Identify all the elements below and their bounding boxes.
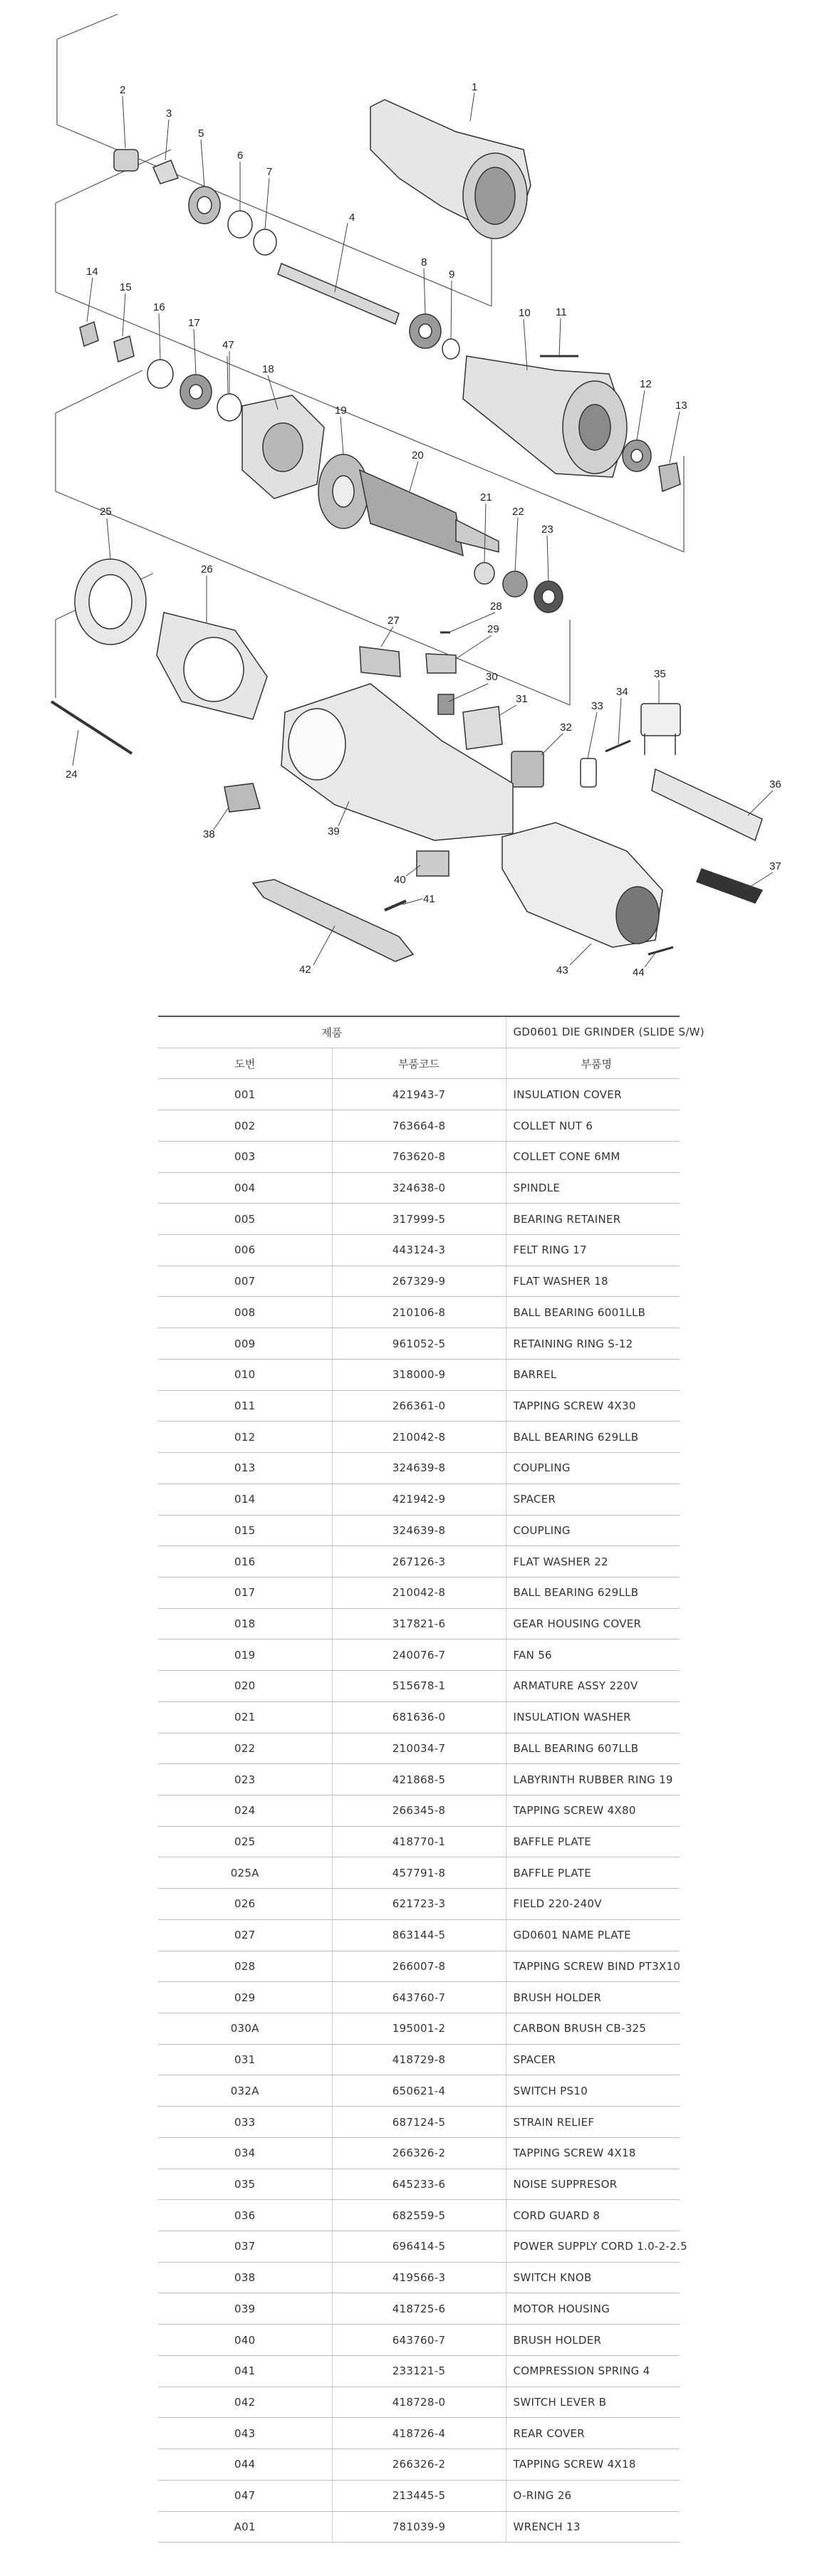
- table-row: [158, 2325, 680, 2356]
- exploded-parts-diagram: [0, 0, 837, 1011]
- part-no-cell: 038: [158, 2262, 332, 2293]
- part-no-cell: 041: [158, 2355, 332, 2387]
- part-code-cell: 681636-0: [332, 1701, 506, 1733]
- part-no-cell: 042: [158, 2387, 332, 2418]
- part-no-cell: 005: [158, 1204, 332, 1235]
- callout-42: 42: [299, 964, 311, 976]
- part-no-cell: 004: [158, 1172, 332, 1204]
- part-name-cell: BALL BEARING 629LLB: [506, 1577, 680, 1608]
- part-no-cell: 047: [158, 2480, 332, 2511]
- table-row: [158, 1671, 680, 1702]
- part-name-cell: FAN 56: [506, 1639, 680, 1671]
- callout-12: 12: [640, 378, 652, 390]
- part-name-cell: BARREL: [506, 1359, 680, 1390]
- part-no-cell: 020: [158, 1671, 332, 1702]
- part-name-cell: COLLET CONE 6MM: [506, 1141, 680, 1172]
- part-no-cell: 023: [158, 1764, 332, 1795]
- part-name-cell: SPACER: [506, 2044, 680, 2075]
- part-no-cell: 007: [158, 1266, 332, 1297]
- callout-4: 4: [349, 212, 355, 224]
- part-code-cell: 210106-8: [332, 1297, 506, 1328]
- part-name-cell: BAFFLE PLATE: [506, 1857, 680, 1889]
- part-name-cell: LABYRINTH RUBBER RING 19: [506, 1764, 680, 1795]
- header-part-no: 도번: [158, 1048, 332, 1079]
- part-code-cell: 324639-8: [332, 1515, 506, 1546]
- table-row: [158, 2418, 680, 2449]
- part-no-cell: 033: [158, 2107, 332, 2138]
- callout-20: 20: [412, 449, 424, 462]
- header-part-name: 부품명: [506, 1048, 680, 1079]
- part-name-cell: TAPPING SCREW 4X30: [506, 1390, 680, 1422]
- table-row: [158, 1110, 680, 1142]
- table-row: [158, 1608, 680, 1639]
- part-name-cell: TAPPING SCREW 4X80: [506, 1795, 680, 1826]
- table-row: [158, 2387, 680, 2418]
- part-code-cell: 317821-6: [332, 1608, 506, 1639]
- callout-35: 35: [654, 668, 666, 680]
- callout-16: 16: [153, 301, 165, 313]
- part-no-cell: 044: [158, 2449, 332, 2481]
- table-row: [158, 2107, 680, 2138]
- callout-44: 44: [633, 966, 645, 979]
- callout-38: 38: [203, 828, 215, 840]
- part-no-cell: 021: [158, 1701, 332, 1733]
- callout-40: 40: [394, 874, 406, 886]
- part-name-cell: CARBON BRUSH CB-325: [506, 2013, 680, 2045]
- header-part-code: 부품코드: [332, 1048, 506, 1079]
- table-row: [158, 1577, 680, 1608]
- part-code-cell: 324639-8: [332, 1453, 506, 1484]
- part-shapes: [51, 100, 762, 961]
- part-name-cell: FLAT WASHER 18: [506, 1266, 680, 1297]
- part-code-cell: 324638-0: [332, 1172, 506, 1204]
- product-value: GD0601 DIE GRINDER (SLIDE S/W): [506, 1016, 680, 1048]
- part-code-cell: 515678-1: [332, 1671, 506, 1702]
- callout-2: 2: [120, 84, 126, 96]
- table-row: [158, 2293, 680, 2325]
- table-row: [158, 1328, 680, 1360]
- part-name-cell: SWITCH KNOB: [506, 2262, 680, 2293]
- callout-25: 25: [100, 506, 112, 518]
- callout-28: 28: [490, 600, 502, 612]
- part-code-cell: 650621-4: [332, 2075, 506, 2107]
- part-code-cell: 418770-1: [332, 1826, 506, 1857]
- callout-17: 17: [188, 317, 200, 329]
- callout-13: 13: [675, 400, 687, 412]
- part-code-cell: 682559-5: [332, 2200, 506, 2231]
- part-no-cell: 016: [158, 1546, 332, 1578]
- part-name-cell: SWITCH PS10: [506, 2075, 680, 2107]
- callout-10: 10: [519, 307, 531, 319]
- table-row: [158, 1453, 680, 1484]
- table-row: [158, 1733, 680, 1764]
- part-no-cell: 034: [158, 2137, 332, 2169]
- part-no-cell: 019: [158, 1639, 332, 1671]
- table-row: [158, 1297, 680, 1328]
- part-name-cell: WRENCH 13: [506, 2511, 680, 2543]
- table-row: [158, 2511, 680, 2543]
- part-name-cell: BALL BEARING 607LLB: [506, 1733, 680, 1764]
- part-no-cell: 012: [158, 1422, 332, 1453]
- callout-27: 27: [388, 615, 400, 627]
- part-no-cell: 028: [158, 1951, 332, 1982]
- callout-39: 39: [328, 825, 340, 838]
- part-name-cell: INSULATION COVER: [506, 1079, 680, 1110]
- table-row: [158, 1359, 680, 1390]
- part-no-cell: 036: [158, 2200, 332, 2231]
- part-code-cell: 421942-9: [332, 1483, 506, 1515]
- table-row: [158, 1515, 680, 1546]
- part-no-cell: 006: [158, 1235, 332, 1266]
- table-row: [158, 2231, 680, 2263]
- callout-47: 47: [222, 339, 234, 351]
- part-code-cell: 643760-7: [332, 1982, 506, 2013]
- part-name-cell: COMPRESSION SPRING 4: [506, 2355, 680, 2387]
- table-row: [158, 1982, 680, 2013]
- callout-22: 22: [512, 506, 524, 518]
- part-no-cell: 013: [158, 1453, 332, 1484]
- part-code-cell: 457791-8: [332, 1857, 506, 1889]
- part-no-cell: 002: [158, 1110, 332, 1142]
- callout-24: 24: [66, 768, 78, 781]
- callout-1: 1: [472, 81, 478, 93]
- part-name-cell: FLAT WASHER 22: [506, 1546, 680, 1578]
- table-row: [158, 1857, 680, 1889]
- part-code-cell: 621723-3: [332, 1889, 506, 1920]
- part-no-cell: 003: [158, 1141, 332, 1172]
- table-row: [158, 1235, 680, 1266]
- part-no-cell: 011: [158, 1390, 332, 1422]
- callout-36: 36: [769, 778, 781, 791]
- part-code-cell: 645233-6: [332, 2169, 506, 2200]
- table-row: [158, 2044, 680, 2075]
- part-no-cell: 018: [158, 1608, 332, 1639]
- table-row: [158, 1390, 680, 1422]
- part-name-cell: FELT RING 17: [506, 1235, 680, 1266]
- part-name-cell: STRAIN RELIEF: [506, 2107, 680, 2138]
- part-code-cell: 696414-5: [332, 2231, 506, 2263]
- part-name-cell: SWITCH LEVER B: [506, 2387, 680, 2418]
- callout-29: 29: [487, 623, 499, 635]
- part-code-cell: 266361-0: [332, 1390, 506, 1422]
- part-name-cell: INSULATION WASHER: [506, 1701, 680, 1733]
- callout-34: 34: [616, 686, 628, 698]
- parts-list-table: [158, 1016, 705, 2543]
- part-code-cell: 421943-7: [332, 1079, 506, 1110]
- part-name-cell: ARMATURE ASSY 220V: [506, 1671, 680, 1702]
- table-row: [158, 1422, 680, 1453]
- callout-37: 37: [769, 860, 781, 872]
- table-row: [158, 1951, 680, 1982]
- part-no-cell: 043: [158, 2418, 332, 2449]
- part-no-cell: 010: [158, 1359, 332, 1390]
- part-code-cell: 763620-8: [332, 1141, 506, 1172]
- table-row: [158, 1079, 680, 1110]
- callout-32: 32: [560, 721, 572, 734]
- part-code-cell: 266326-2: [332, 2449, 506, 2481]
- part-no-cell: 027: [158, 1919, 332, 1951]
- callout-15: 15: [120, 281, 132, 293]
- callout-23: 23: [541, 523, 553, 536]
- callout-33: 33: [591, 700, 603, 712]
- callout-3: 3: [166, 108, 172, 120]
- callout-31: 31: [516, 693, 528, 705]
- part-name-cell: COUPLING: [506, 1453, 680, 1484]
- table-row: [158, 2200, 680, 2231]
- part-no-cell: 040: [158, 2325, 332, 2356]
- part-code-cell: 418726-4: [332, 2418, 506, 2449]
- callout-43: 43: [556, 964, 568, 976]
- part-name-cell: FIELD 220-240V: [506, 1889, 680, 1920]
- callout-41: 41: [423, 893, 435, 905]
- callout-18: 18: [262, 363, 274, 375]
- part-name-cell: TAPPING SCREW BIND PT3X10: [506, 1951, 680, 1982]
- part-no-cell: 025A: [158, 1857, 332, 1889]
- callout-11: 11: [556, 306, 567, 318]
- part-code-cell: 240076-7: [332, 1639, 506, 1671]
- product-row: [158, 1016, 680, 1048]
- table-row: [158, 1141, 680, 1172]
- part-name-cell: SPINDLE: [506, 1172, 680, 1204]
- table-row: [158, 1919, 680, 1951]
- callout-14: 14: [86, 266, 98, 278]
- part-code-cell: 418729-8: [332, 2044, 506, 2075]
- table-row: [158, 2169, 680, 2200]
- part-name-cell: GEAR HOUSING COVER: [506, 1608, 680, 1639]
- table-row: [158, 1546, 680, 1578]
- table-row: [158, 1701, 680, 1733]
- part-no-cell: 014: [158, 1483, 332, 1515]
- part-no-cell: 037: [158, 2231, 332, 2263]
- part-code-cell: 643760-7: [332, 2325, 506, 2356]
- part-no-cell: 032A: [158, 2075, 332, 2107]
- part-name-cell: BEARING RETAINER: [506, 1204, 680, 1235]
- part-no-cell: 001: [158, 1079, 332, 1110]
- table-row: [158, 1204, 680, 1235]
- part-no-cell: 035: [158, 2169, 332, 2200]
- part-code-cell: 421868-5: [332, 1764, 506, 1795]
- part-name-cell: SPACER: [506, 1483, 680, 1515]
- callout-6: 6: [237, 150, 244, 162]
- part-no-cell: 025: [158, 1826, 332, 1857]
- part-name-cell: TAPPING SCREW 4X18: [506, 2137, 680, 2169]
- callout-7: 7: [266, 166, 273, 178]
- table-row: [158, 2480, 680, 2511]
- part-name-cell: CORD GUARD 8: [506, 2200, 680, 2231]
- part-no-cell: 029: [158, 1982, 332, 2013]
- part-name-cell: BAFFLE PLATE: [506, 1826, 680, 1857]
- part-no-cell: 008: [158, 1297, 332, 1328]
- part-no-cell: A01: [158, 2511, 332, 2543]
- table-row: [158, 1266, 680, 1297]
- part-name-cell: O-RING 26: [506, 2480, 680, 2511]
- table-row: [158, 1889, 680, 1920]
- table-row: [158, 1795, 680, 1826]
- table-row: [158, 1639, 680, 1671]
- part-name-cell: BALL BEARING 6001LLB: [506, 1297, 680, 1328]
- part-no-cell: 030A: [158, 2013, 332, 2045]
- table-row: [158, 1764, 680, 1795]
- table-row: [158, 1826, 680, 1857]
- part-code-cell: 233121-5: [332, 2355, 506, 2387]
- table-row: [158, 1172, 680, 1204]
- part-code-cell: 210042-8: [332, 1422, 506, 1453]
- callout-19: 19: [335, 405, 347, 417]
- part-code-cell: 781039-9: [332, 2511, 506, 2543]
- part-code-cell: 195001-2: [332, 2013, 506, 2045]
- part-code-cell: 763664-8: [332, 1110, 506, 1142]
- part-name-cell: BRUSH HOLDER: [506, 1982, 680, 2013]
- callout-26: 26: [201, 563, 213, 575]
- part-code-cell: 443124-3: [332, 1235, 506, 1266]
- part-code-cell: 266345-8: [332, 1795, 506, 1826]
- part-code-cell: 317999-5: [332, 1204, 506, 1235]
- part-name-cell: BRUSH HOLDER: [506, 2325, 680, 2356]
- part-name-cell: RETAINING RING S-12: [506, 1328, 680, 1360]
- table-row: [158, 2449, 680, 2481]
- callout-21: 21: [480, 491, 492, 504]
- part-name-cell: REAR COVER: [506, 2418, 680, 2449]
- part-name-cell: MOTOR HOUSING: [506, 2293, 680, 2325]
- part-code-cell: 210034-7: [332, 1733, 506, 1764]
- table-row: [158, 2075, 680, 2107]
- panel-guide-lines: [56, 14, 684, 705]
- part-code-cell: 687124-5: [332, 2107, 506, 2138]
- part-code-cell: 418725-6: [332, 2293, 506, 2325]
- callout-5: 5: [198, 127, 204, 140]
- product-label: 제품: [158, 1016, 506, 1048]
- part-no-cell: 026: [158, 1889, 332, 1920]
- part-code-cell: 418728-0: [332, 2387, 506, 2418]
- part-code-cell: 267329-9: [332, 1266, 506, 1297]
- part-no-cell: 031: [158, 2044, 332, 2075]
- callout-9: 9: [449, 268, 455, 281]
- callout-8: 8: [421, 256, 427, 268]
- table-row: [158, 2262, 680, 2293]
- part-name-cell: NOISE SUPPRESOR: [506, 2169, 680, 2200]
- table-row: [158, 2137, 680, 2169]
- part-name-cell: TAPPING SCREW 4X18: [506, 2449, 680, 2481]
- part-code-cell: 266326-2: [332, 2137, 506, 2169]
- part-code-cell: 863144-5: [332, 1919, 506, 1951]
- part-name-cell: POWER SUPPLY CORD 1.0-2-2.5: [506, 2231, 680, 2263]
- part-code-cell: 318000-9: [332, 1359, 506, 1390]
- part-code-cell: 210042-8: [332, 1577, 506, 1608]
- table-row: [158, 2355, 680, 2387]
- part-code-cell: 961052-5: [332, 1328, 506, 1360]
- parts-table-body: [158, 1079, 687, 2543]
- part-no-cell: 009: [158, 1328, 332, 1360]
- header-row: [158, 1048, 680, 1079]
- part-name-cell: COLLET NUT 6: [506, 1110, 680, 1142]
- part-code-cell: 267126-3: [332, 1546, 506, 1578]
- part-code-cell: 419566-3: [332, 2262, 506, 2293]
- part-no-cell: 039: [158, 2293, 332, 2325]
- table-row: [158, 2013, 680, 2045]
- table-row: [158, 1483, 680, 1515]
- part-no-cell: 022: [158, 1733, 332, 1764]
- part-no-cell: 024: [158, 1795, 332, 1826]
- part-no-cell: 015: [158, 1515, 332, 1546]
- part-name-cell: GD0601 NAME PLATE: [506, 1919, 680, 1951]
- part-code-cell: 266007-8: [332, 1951, 506, 1982]
- part-name-cell: BALL BEARING 629LLB: [506, 1422, 680, 1453]
- part-no-cell: 017: [158, 1577, 332, 1608]
- callout-30: 30: [486, 671, 498, 683]
- part-name-cell: COUPLING: [506, 1515, 680, 1546]
- part-code-cell: 213445-5: [332, 2480, 506, 2511]
